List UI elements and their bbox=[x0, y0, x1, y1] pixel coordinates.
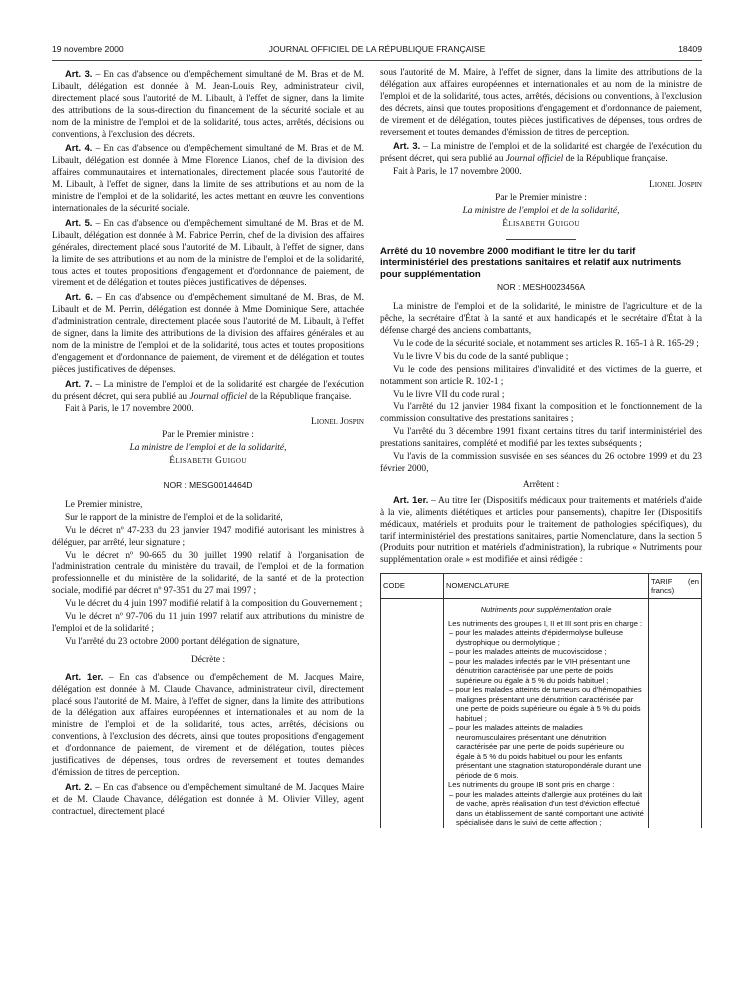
visa-line: Vu le livre V bis du code de la santé publique ; bbox=[393, 351, 569, 362]
coverage-intro: Les nutriments du groupe IB sont pris en charge : bbox=[448, 780, 615, 790]
visa-line: Vu le code des pensions militaires d'invalidité et des victimes de la guerre, et notamment son article R. 102-1 ; bbox=[380, 364, 702, 387]
coverage-item: – pour les malades atteints de tumeurs ou d'hémopathies malignes présentant une dénutrition caractérisée par une perte de poids supérieure ou égale à 5 % du poids habituel ; bbox=[449, 685, 642, 723]
header-date: 19 novembre 2000 bbox=[52, 44, 124, 54]
minister-name: Élisabeth Guigou bbox=[169, 456, 247, 467]
article-text-end: de la République française. bbox=[563, 154, 668, 165]
minister-title: La ministre de l'emploi et de la solidarité, bbox=[129, 443, 287, 454]
article-label: Art. 5. bbox=[65, 216, 93, 228]
signatory-name: Lionel Jospin bbox=[649, 180, 702, 191]
table-row bbox=[381, 599, 702, 828]
preamble-line: La ministre de l'emploi et de la solidarité, le ministre de l'agriculture et de la pêche, la secrétaire d'État à la santé et aux handicapés et le secrétaire d'État à la défense chargé des anciens combattants, bbox=[380, 302, 702, 336]
article-label: Art. 2. bbox=[65, 780, 93, 792]
article-text: – La ministre de l'emploi et de la solidarité est chargée de l'exécution du présent décret, qui sera publié au bbox=[380, 142, 702, 165]
article-text: – En cas d'absence ou d'empêchement simultané de M. Bras et de M. Libault, délégation est donnée à M. Fabrice Perrin, chef de la division des affaires générales, directement placé sous l'autorité de M. Libault, à l'effet de signer, dans la limite de ses attributions et au nom de la ministre de l'emploi et de la solidarité, tous actes et toutes propositions d'engagement et d'ordonnance de paiement, de virement et de délégation et toutes pièces justificatives de dépenses. bbox=[52, 218, 364, 289]
par-premier-ministre: Par le Premier ministre : bbox=[495, 193, 587, 204]
article-7 bbox=[52, 378, 364, 404]
coverage-item: – pour les malades atteints de maladies neuromusculaires présentant une dénutrition caractérisée par une perte de poids supérieure ou égale à 5 % du poids habituel ou pour les enfants présentant une stagnation staturopondérale durant une période de 6 mois. bbox=[449, 723, 642, 780]
article-text: – En cas d'absence ou d'empêchement de M. Jacques Maire, délégation est donnée à M. Claude Chavance, administrateur civil, directement placé sous l'autorité de M. Maire, à l'effet de signer, dans la limite des attributions de la délégation aux affaires européennes et internationales et au nom de la ministre de l'emploi et de la solidarité, tous actes, arrêtés, décisions ou conventions, à l'exclusion des décrets, ainsi que toutes propositions d'engagement et d'ordonnance de paiement, de virement et de délégation, toutes pièces justificatives de dépenses, tous ordres de reversement et toutes demandes d'émission de titres de perception. bbox=[52, 672, 364, 778]
article-3 bbox=[52, 68, 364, 141]
visa-line: Vu le code de la sécurité sociale, et notamment ses articles R. 165-1 à R. 165-29 ; bbox=[393, 338, 699, 349]
article-2 bbox=[52, 781, 364, 819]
left-column bbox=[52, 68, 364, 820]
decrete-heading: Décrète : bbox=[190, 654, 226, 665]
arretent-heading: Arrêtent : bbox=[522, 479, 560, 490]
article-2-continued: sous l'autorité de M. Maire, à l'effet de signer, dans la limite des attributions de la délégation aux affaires européennes et internationales et au nom de la ministre de l'emploi et de la solidarité, tous actes, arrêtés, décisions ou conventions, à l'exclusion des décrets, ainsi que toutes propositions d'engagement et d'ordonnance de paiement, de virement et de délégation, toutes pièces justificatives de dépenses, tous ordres de reversement et toutes demandes d'émission de titres de perception. bbox=[380, 68, 702, 138]
article-text: – La ministre de l'emploi et de la solidarité est chargée de l'exécution du présent décret, qui sera publié au bbox=[52, 379, 364, 402]
article-1 bbox=[380, 494, 702, 567]
preamble-line: Le Premier ministre, bbox=[65, 499, 143, 510]
article-label: Art. 6. bbox=[65, 291, 93, 303]
coverage-item: – pour les malades atteints d'allergie aux protéines du lait de vache, après réalisation d'un test d'éviction effectué dans un établissement de santé comportant une activité spécialisée dans le suivi de cette affection ; bbox=[449, 789, 644, 828]
article-label: Art. 3. bbox=[393, 140, 421, 152]
article-5 bbox=[52, 217, 364, 290]
visa-line: Vu le décret nº 97-706 du 11 juin 1997 relatif aux attributions du ministre de l'emploi et de la solidarité ; bbox=[52, 612, 364, 634]
coverage-intro: Les nutriments des groupes I, II et III sont pris en charge : bbox=[448, 618, 643, 628]
article-4 bbox=[52, 142, 364, 215]
header-page-number: 18409 bbox=[678, 44, 702, 54]
visa-line: Vu le livre VII du code rural ; bbox=[393, 389, 505, 400]
visa-line: Vu le décret nº 90-665 du 30 juillet 1990 relatif à l'organisation de l'administration centrale du ministère du travail, de l'emploi et de la formation professionnelle et du ministère de la solidarité, de la santé et de la protection sociale, modifié par décret nº 97-351 du 27 mai 1997 ; bbox=[52, 550, 364, 597]
article-label: Art. 1er. bbox=[65, 670, 104, 682]
coverage-item: – pour les malades atteints d'épidermolyse bulleuse dystrophique ou dermolytique ; bbox=[449, 628, 624, 647]
section-separator bbox=[506, 239, 576, 240]
visa-line: Vu le décret du 4 juin 1997 modifié relatif à la composition du Gouvernement ; bbox=[65, 599, 363, 610]
article-label: Art. 3. bbox=[65, 68, 93, 79]
article-label: Art. 1er. bbox=[393, 493, 429, 505]
coverage-list bbox=[448, 790, 644, 828]
article-6 bbox=[52, 291, 364, 376]
column-header-code: CODE bbox=[381, 574, 444, 599]
right-column bbox=[380, 68, 702, 828]
journal-officiel-ref: Journal officiel bbox=[505, 154, 564, 165]
coverage-item: – pour les malades infectés par le VIH présentant une dénutrition caractérisée par une perte de poids supérieure ou égale à 5 % du poids habituel ; bbox=[449, 656, 631, 685]
visa-line: Vu l'arrêté du 3 décembre 1991 fixant certains titres du tarif interministériel des prestations sanitaires, complété et modifié par les textes subséquents ; bbox=[380, 427, 702, 450]
coverage-item: – pour les malades atteints de mucoviscidose ; bbox=[449, 647, 607, 657]
par-premier-ministre: Par le Premier ministre : bbox=[162, 430, 254, 441]
header-journal-title: JOURNAL OFFICIEL DE LA RÉPUBLIQUE FRANÇAISE bbox=[268, 44, 486, 54]
visa-line: Vu l'arrêté du 23 octobre 2000 portant délégation de signature, bbox=[65, 636, 300, 647]
article-label: Art. 7. bbox=[65, 377, 93, 389]
nor-reference: NOR : MESG0014464D bbox=[163, 480, 253, 490]
nomenclature-cell bbox=[444, 599, 649, 828]
arrete-title: Arrêté du 10 novembre 2000 modifiant le titre Ier du tarif interministériel des prestations sanitaires et relatif aux nutriments pour supplémentation bbox=[380, 245, 682, 280]
nor-reference: NOR : MESH0023456A bbox=[497, 282, 585, 293]
signature-date: Fait à Paris, le 17 novembre 2000. bbox=[65, 404, 194, 415]
visa-line: Vu l'arrêté du 12 janvier 1984 fixant la composition et le fonctionnement de la commission consultative des prestations sanitaires ; bbox=[380, 402, 702, 425]
article-label: Art. 4. bbox=[65, 142, 93, 154]
journal-officiel-ref: Journal officiel bbox=[189, 391, 247, 402]
coverage-list bbox=[448, 628, 644, 780]
article-text: – En cas d'absence ou d'empêchement simultané de M. Bras, de M. Libault et de M. Perrin, délégation est donnée à Mme Dominique Sere, attachée d'administration centrale, directement placée sous l'autorité de M. Libault, à l'effet de signer, dans la limite des attributions de la division des affaires générales et au nom de la ministre de l'emploi et de la solidarité, tous actes et toutes propositions d'engagement et d'ordonnance de paiement, de virement et de délégation et toutes pièces justificatives de dépenses. bbox=[52, 293, 364, 375]
header-rule bbox=[52, 60, 702, 61]
code-cell bbox=[381, 599, 444, 828]
signatory-name: Lionel Jospin bbox=[311, 417, 364, 428]
table-header-row bbox=[381, 574, 702, 599]
tarif-table bbox=[380, 573, 702, 828]
article-text: – En cas d'absence ou d'empêchement simultané de M. Jacques Maire et de M. Claude Chavance, délégation est donnée à M. Olivier Villey, agent contractuel, directement placé bbox=[52, 782, 364, 817]
visa-line: Vu le décret nº 47-233 du 23 janvier 1947 modifié autorisant les ministres à déléguer, par arrêté, leur signature ; bbox=[52, 525, 364, 548]
signature-date: Fait à Paris, le 17 novembre 2000. bbox=[393, 167, 522, 178]
article-text-end: de la République française. bbox=[247, 391, 352, 402]
article-text: – Au titre Ier (Dispositifs médicaux pour traitements et matériels d'aide à la vie, aliments diététiques et articles pour pansements), chapitre Ier (Dispositifs médicaux, matériels et produits pour le traitement de pathologies spécifiques), du tarif interministériel des prestations sanitaires, partie Nomenclature, dans la section 5 (Produits pour nutrition et matériels d'administration), la rubrique « Nutriments pour supplémentation orale » est modifiée et ainsi rédigée : bbox=[380, 495, 703, 566]
minister-title: La ministre de l'emploi et de la solidarité, bbox=[462, 205, 620, 216]
column-header-nomenclature: NOMENCLATURE bbox=[444, 574, 649, 599]
article-3-final bbox=[380, 140, 702, 166]
table-section-heading: Nutriments pour supplémentation orale bbox=[480, 605, 612, 615]
visa-line: Vu l'avis de la commission susvisée en ses séances du 26 octobre 1999 et du 23 février 2000, bbox=[380, 452, 702, 474]
article-text: – En cas d'absence ou d'empêchement simultané de M. Bras et de M. Libault, délégation est donnée à M. Jean-Louis Rey, administrateur civil, directement placé sous l'autorité de M. Libault, à l'effet de signer, dans la limite des attributions de la sous-direction du financement de la sécurité sociale et au nom de la ministre de l'emploi et de la solidarité, tous actes, arrêtés, décisions ou conventions, à l'exclusion des décrets. bbox=[52, 70, 364, 140]
article-text: – En cas d'absence ou d'empêchement simultané de M. Bras et de M. Libault, délégation est donnée à Mme Florence Lianos, chef de la division des affaires communautaires et internationales, directement placée sous l'autorité de M. Libault, à l'effet de signer, dans la limite de ses attributions et au nom de la ministre de l'emploi et de la solidarité, les actes mettant en œuvre les conventions internationales de la sécurité sociale. bbox=[52, 144, 364, 214]
tarif-cell bbox=[649, 599, 702, 828]
preamble-line: Sur le rapport de la ministre de l'emploi et de la solidarité, bbox=[65, 512, 283, 523]
article-1 bbox=[52, 671, 364, 780]
minister-name: Élisabeth Guigou bbox=[502, 218, 580, 229]
column-header-tarif: TARIF (en francs) bbox=[649, 574, 702, 599]
running-header bbox=[52, 44, 702, 56]
